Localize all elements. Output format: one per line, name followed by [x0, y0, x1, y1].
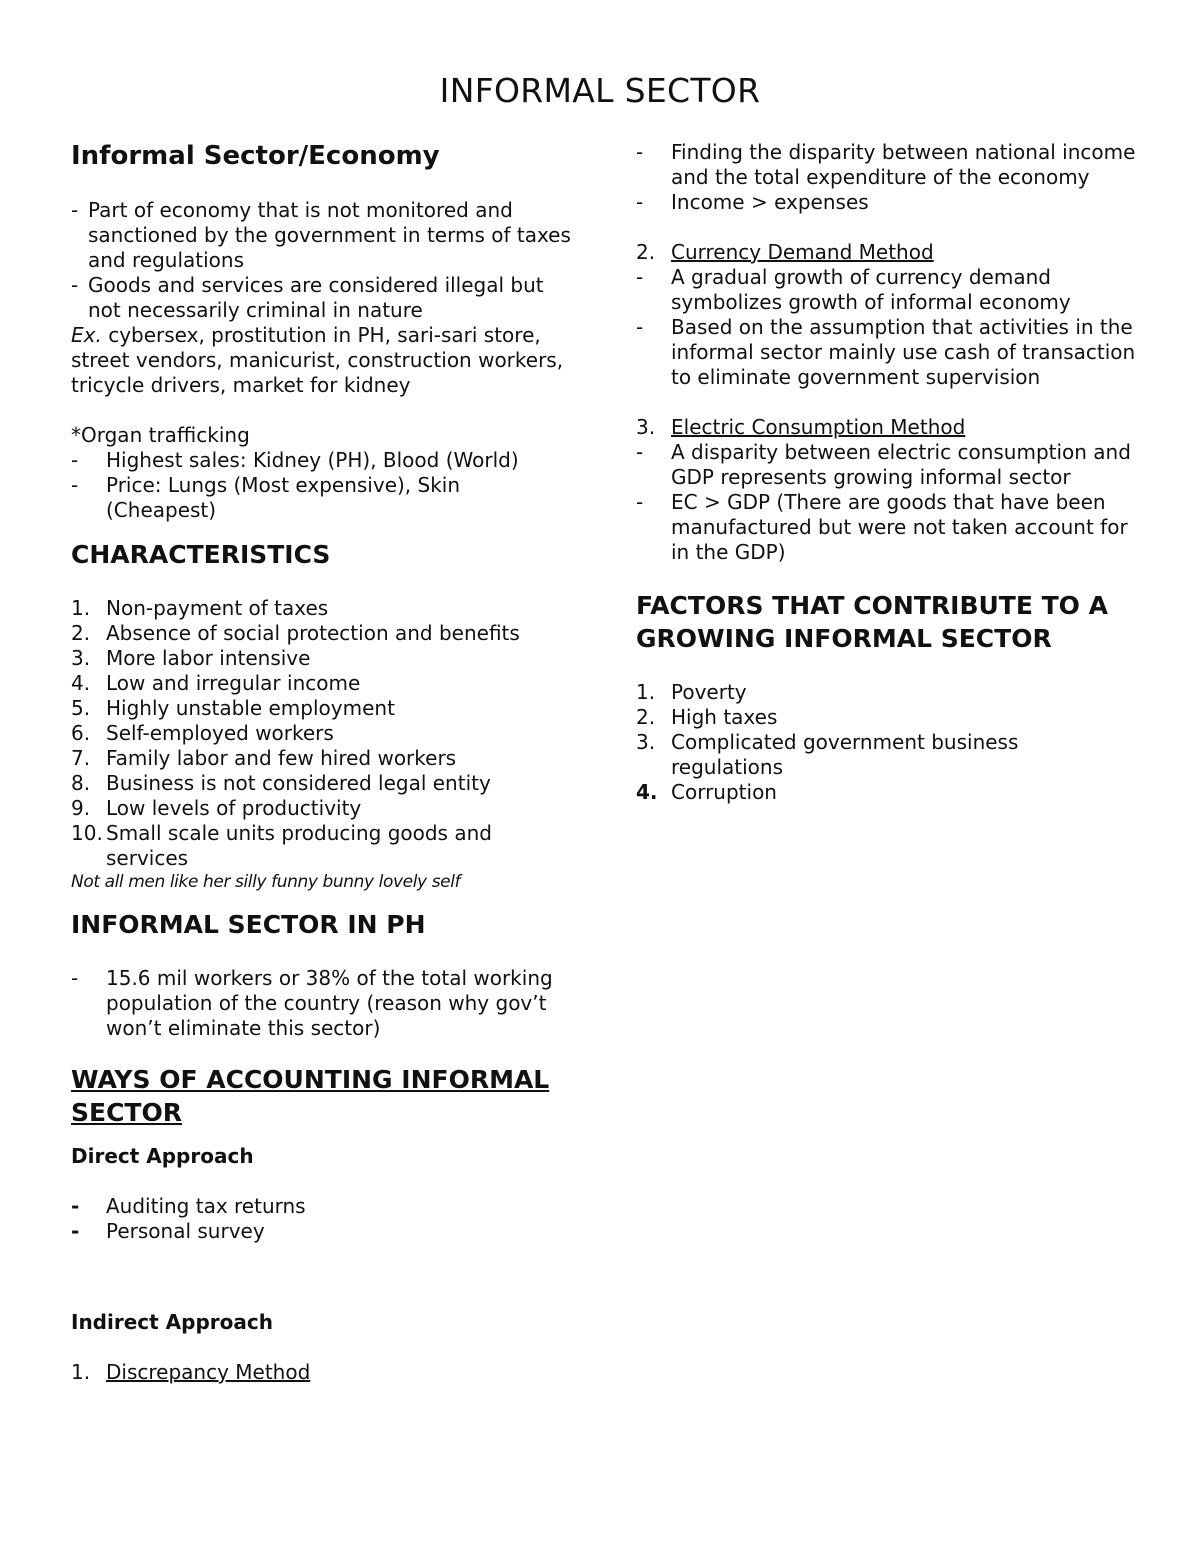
currency-method-title: Currency Demand Method — [671, 240, 934, 264]
item-text: Low levels of productivity — [106, 796, 362, 820]
electric-bullet — [636, 440, 1136, 490]
list-item — [636, 680, 1136, 705]
bullet-dash: - — [636, 265, 644, 289]
list-item — [71, 796, 571, 821]
direct-bullet — [71, 1219, 571, 1244]
list-item — [636, 730, 1136, 780]
electric-method-item — [636, 415, 1136, 440]
item-text: Highly unstable employment — [106, 696, 395, 720]
bullet-dash: - — [636, 140, 644, 164]
mnemonic-note: Not all men like her silly funny bunny lovely self — [71, 872, 461, 892]
ways-heading: WAYS OF ACCOUNTING INFORMAL SECTOR — [71, 1065, 550, 1127]
bullet-dash: - — [71, 1219, 80, 1243]
item-text: Small scale units producing goods and services — [106, 821, 492, 870]
list-item — [71, 596, 571, 621]
discrepancy-bullet — [636, 140, 1136, 190]
bullet-dash: - — [636, 315, 644, 339]
item-number: 8. — [71, 771, 91, 795]
item-text: Non-payment of taxes — [106, 596, 329, 620]
bullet-dash: - — [71, 198, 79, 222]
currency-text: Based on the assumption that activities in the informal sector mainly use cash of transaction to eliminate government supervision — [671, 315, 1136, 389]
list-item — [71, 821, 571, 871]
currency-method-item — [636, 240, 1136, 265]
item-number: 4. — [636, 780, 658, 804]
electric-text: A disparity between electric consumption and GDP represents growing informal sector — [671, 440, 1131, 489]
item-number: 4. — [71, 671, 91, 695]
right-column — [636, 140, 1136, 805]
characteristics-list — [71, 596, 571, 871]
characteristics-heading: CHARACTERISTICS — [71, 540, 331, 569]
organ-bullet — [71, 448, 571, 473]
list-item — [71, 646, 571, 671]
factors-heading: FACTORS THAT CONTRIBUTE TO A GROWING INFORMAL SECTOR — [636, 591, 1108, 653]
ph-text: 15.6 mil workers or 38% of the total working population of the country (reason why gov’t won’t eliminate this sector) — [106, 966, 553, 1040]
list-item — [71, 671, 571, 696]
item-number: 7. — [71, 746, 91, 770]
item-text: High taxes — [671, 705, 778, 729]
electric-text: EC > GDP (There are goods that have been manufactured but were not taken account for in the GDP) — [671, 490, 1128, 564]
item-number: 3. — [71, 646, 91, 670]
bullet-dash: - — [636, 490, 644, 514]
list-item — [71, 746, 571, 771]
organ-trafficking-heading: *Organ trafficking — [71, 423, 250, 447]
currency-bullet — [636, 315, 1136, 390]
definition-text: Part of economy that is not monitored and sanctioned by the government in terms of taxes and regulations — [88, 198, 571, 272]
list-item — [636, 705, 1136, 730]
definition-bullet — [71, 198, 571, 273]
bullet-dash: - — [71, 473, 79, 497]
discrepancy-text: Finding the disparity between national income and the total expenditure of the economy — [671, 140, 1136, 189]
electric-bullet — [636, 490, 1136, 565]
currency-text: A gradual growth of currency demand symbolizes growth of informal economy — [671, 265, 1071, 314]
direct-approach-heading: Direct Approach — [71, 1144, 254, 1168]
direct-text: Personal survey — [106, 1219, 265, 1243]
list-item — [71, 771, 571, 796]
factors-list — [636, 680, 1136, 805]
item-number: 1. — [636, 680, 656, 704]
examples-prefix: Ex. — [71, 323, 102, 347]
bullet-dash: - — [71, 273, 79, 297]
item-text: More labor intensive — [106, 646, 311, 670]
discrepancy-bullet — [636, 190, 1136, 215]
item-number: 3. — [636, 415, 656, 439]
examples-text: cybersex, prostitution in PH, sari-sari store, street vendors, manicurist, construction workers, tricycle drivers, market for kidney — [71, 323, 564, 397]
definition-bullet — [71, 273, 571, 323]
item-number: 9. — [71, 796, 91, 820]
bullet-dash: - — [636, 190, 644, 214]
item-text: Absence of social protection and benefits — [106, 621, 520, 645]
item-number: 2. — [636, 240, 656, 264]
definition-text: Goods and services are considered illegal but not necessarily criminal in nature — [88, 273, 544, 322]
indirect-item — [71, 1360, 571, 1385]
item-text: Self-employed workers — [106, 721, 334, 745]
item-text: Low and irregular income — [106, 671, 361, 695]
indirect-item-title: Discrepancy Method — [106, 1360, 311, 1384]
indirect-approach-heading: Indirect Approach — [71, 1310, 273, 1334]
item-number: 10. — [71, 821, 103, 845]
item-text: Poverty — [671, 680, 747, 704]
bullet-dash: - — [71, 448, 79, 472]
item-number: 3. — [636, 730, 656, 754]
item-text: Business is not considered legal entity — [106, 771, 491, 795]
item-number: 2. — [71, 621, 91, 645]
item-number: 2. — [636, 705, 656, 729]
organ-bullet — [71, 473, 571, 523]
item-text: Family labor and few hired workers — [106, 746, 457, 770]
currency-bullet — [636, 265, 1136, 315]
item-number: 1. — [71, 596, 91, 620]
organ-text: Price: Lungs (Most expensive), Skin (Cheapest) — [106, 473, 461, 522]
bullet-dash: - — [71, 966, 79, 990]
section-heading-informal-economy: Informal Sector/Economy — [71, 141, 440, 171]
bullet-dash: - — [71, 1194, 80, 1218]
list-item — [71, 621, 571, 646]
list-item — [71, 721, 571, 746]
left-column — [71, 140, 571, 1385]
list-item — [71, 696, 571, 721]
bullet-dash: - — [636, 440, 644, 464]
document-title: INFORMAL SECTOR — [439, 71, 761, 110]
direct-bullet — [71, 1194, 571, 1219]
direct-text: Auditing tax returns — [106, 1194, 306, 1218]
item-text: Complicated government business regulations — [671, 730, 1019, 779]
item-number: 5. — [71, 696, 91, 720]
ph-heading: INFORMAL SECTOR IN PH — [71, 910, 426, 939]
item-number: 6. — [71, 721, 91, 745]
examples-paragraph — [71, 323, 571, 398]
organ-text: Highest sales: Kidney (PH), Blood (World) — [106, 448, 519, 472]
item-number: 1. — [71, 1360, 91, 1384]
discrepancy-text: Income > expenses — [671, 190, 869, 214]
item-text: Corruption — [671, 780, 777, 804]
ph-bullet — [71, 966, 571, 1041]
list-item — [636, 780, 1136, 805]
electric-method-title: Electric Consumption Method — [671, 415, 966, 439]
